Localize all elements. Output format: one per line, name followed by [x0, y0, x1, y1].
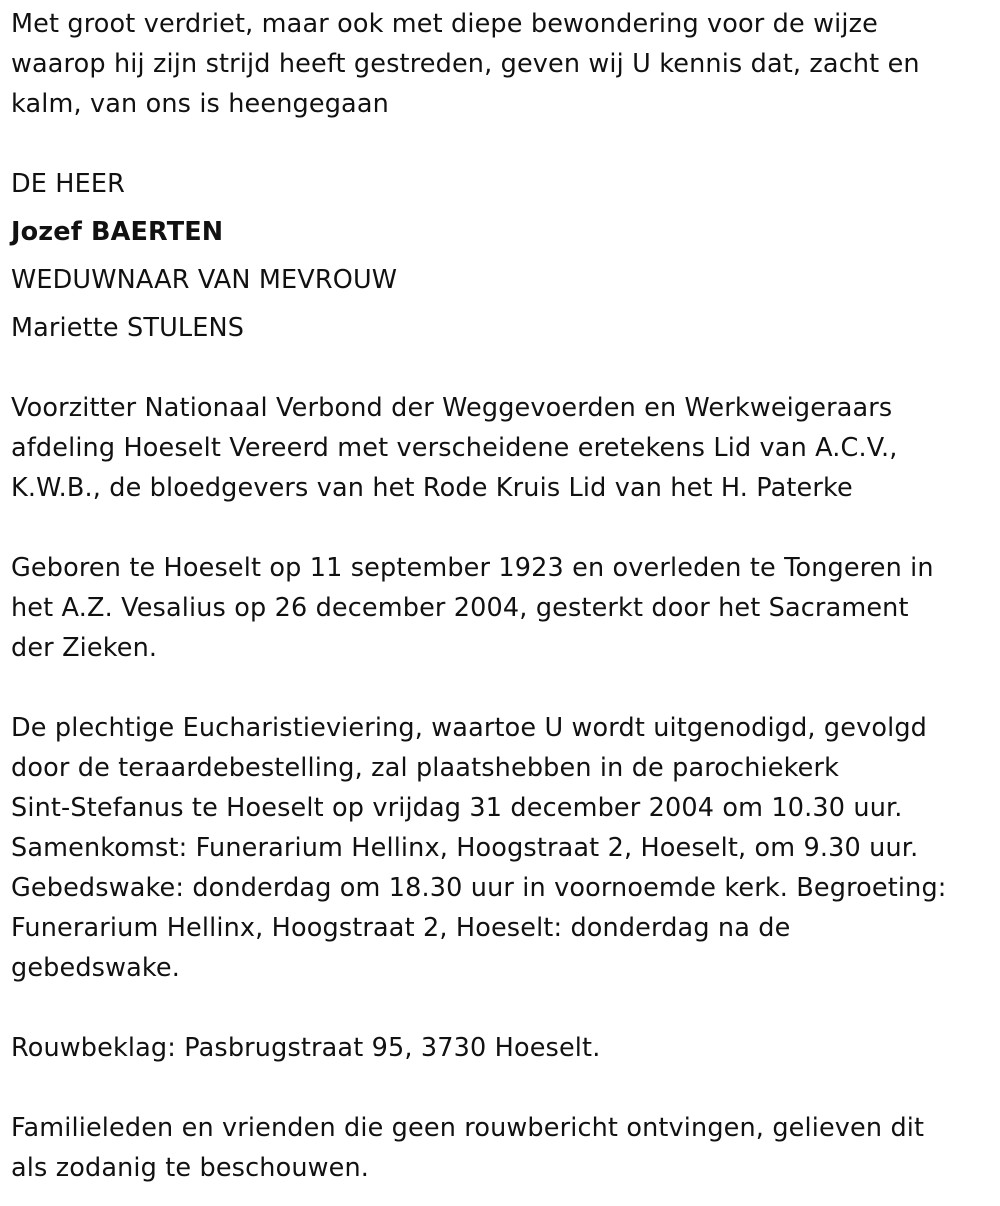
birth-death-paragraph: Geboren te Hoeselt op 11 september 1923 en overleden te Tongeren in het A.Z. Vesalius op 26 december 2004, gesterkt door het Sacrament der Zieken.	[11, 553, 934, 663]
ceremony-paragraph: De plechtige Eucharistieviering, waartoe U wordt uitgenodigd, gevolgd door de teraardebestelling, zal plaatshebben in de parochiekerk Sint-Stefanus te Hoeselt op vrijdag 31 december 2004 om 10.30 uur. Samenkomst: Funerarium Hellinx, Hoogstraat 2, Hoeselt, om 9.30 uur. Gebedswake: donderdag om 18.30 uur in voornoemde kerk. Begroeting: Funerarium Hellinx, Hoogstraat 2, Hoeselt: donderdag na de gebedswake.	[11, 713, 947, 983]
deceased-name: Jozef BAERTEN	[11, 217, 224, 247]
intro-paragraph: Met groot verdriet, maar ook met diepe bewondering voor de wijze waarop hij zijn strijd heeft gestreden, geven wij U kennis dat, zacht en kalm, van ons is heengegaan	[11, 9, 920, 119]
spacer	[11, 668, 991, 708]
condolence-address: Rouwbeklag: Pasbrugstraat 95, 3730 Hoeselt.	[11, 1033, 601, 1063]
spacer	[11, 124, 991, 164]
spacer	[11, 988, 991, 1028]
spouse-name: Mariette STULENS	[11, 313, 245, 343]
obituary-document	[11, 4, 991, 1188]
name-block	[11, 160, 991, 352]
widower-line: WEDUWNAAR VAN MEVROUW	[11, 265, 398, 295]
roles-paragraph: Voorzitter Nationaal Verbond der Weggevoerden en Werkweigeraars afdeling Hoeselt Vereerd met verscheidene eretekens Lid van A.C.V., K.W.B., de bloedgevers van het Rode Kruis Lid van het H. Paterke	[11, 393, 898, 503]
spacer	[11, 508, 991, 548]
closing-paragraph: Familieleden en vrienden die geen rouwbericht ontvingen, gelieven dit als zodanig te beschouwen.	[11, 1113, 925, 1183]
spacer	[11, 1068, 991, 1108]
spacer	[11, 348, 991, 388]
honorific: DE HEER	[11, 169, 126, 199]
